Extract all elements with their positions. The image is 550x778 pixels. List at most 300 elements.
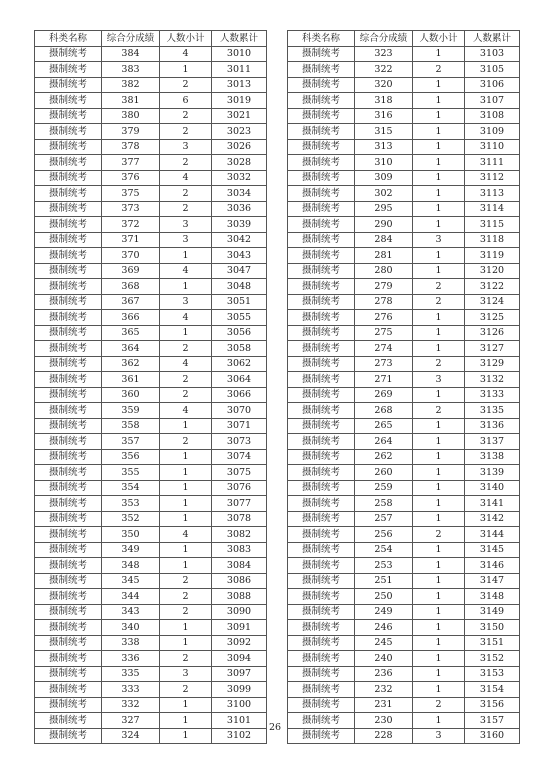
category-cell: 摄制统考 (288, 728, 355, 744)
header-count: 人数小计 (413, 31, 465, 47)
table-row (35, 480, 267, 496)
cumulative-cell: 3153 (465, 666, 520, 682)
cumulative-cell: 3135 (465, 403, 520, 419)
category-cell: 摄制统考 (35, 201, 102, 217)
category-cell: 摄制统考 (288, 697, 355, 713)
count-cell: 1 (413, 387, 465, 403)
table-row (288, 573, 520, 589)
count-cell: 3 (413, 728, 465, 744)
count-cell: 1 (160, 558, 212, 574)
score-cell: 333 (102, 682, 160, 698)
table-row (288, 604, 520, 620)
table-row (35, 294, 267, 310)
cumulative-cell: 3137 (465, 434, 520, 450)
score-cell: 264 (355, 434, 413, 450)
cumulative-cell: 3146 (465, 558, 520, 574)
category-cell: 摄制统考 (288, 108, 355, 124)
score-cell: 310 (355, 155, 413, 171)
cumulative-cell: 3058 (212, 341, 267, 357)
score-cell: 371 (102, 232, 160, 248)
count-cell: 3 (160, 139, 212, 155)
category-cell: 摄制统考 (288, 341, 355, 357)
cumulative-cell: 3066 (212, 387, 267, 403)
table-row (35, 186, 267, 202)
score-cell: 380 (102, 108, 160, 124)
count-cell: 1 (160, 635, 212, 651)
table-row (35, 573, 267, 589)
count-cell: 1 (413, 651, 465, 667)
table-row (288, 139, 520, 155)
score-cell: 260 (355, 465, 413, 481)
score-cell: 383 (102, 62, 160, 78)
cumulative-cell: 3099 (212, 682, 267, 698)
cumulative-cell: 3150 (465, 620, 520, 636)
count-cell: 2 (413, 356, 465, 372)
cumulative-cell: 3086 (212, 573, 267, 589)
cumulative-cell: 3097 (212, 666, 267, 682)
cumulative-cell: 3051 (212, 294, 267, 310)
table-row (35, 248, 267, 264)
table-row (35, 697, 267, 713)
count-cell: 1 (413, 542, 465, 558)
table-row (288, 217, 520, 233)
count-cell: 1 (160, 728, 212, 744)
score-cell: 254 (355, 542, 413, 558)
score-cell: 318 (355, 93, 413, 109)
score-cell: 274 (355, 341, 413, 357)
cumulative-cell: 3042 (212, 232, 267, 248)
score-cell: 354 (102, 480, 160, 496)
table-row (35, 108, 267, 124)
score-cell: 309 (355, 170, 413, 186)
cumulative-cell: 3156 (465, 697, 520, 713)
count-cell: 1 (160, 325, 212, 341)
count-cell: 2 (160, 108, 212, 124)
score-cell: 348 (102, 558, 160, 574)
table-row (35, 558, 267, 574)
category-cell: 摄制统考 (288, 124, 355, 140)
table-row (288, 263, 520, 279)
cumulative-cell: 3118 (465, 232, 520, 248)
table-row (35, 325, 267, 341)
category-cell: 摄制统考 (288, 93, 355, 109)
score-table-left (34, 30, 267, 744)
cumulative-cell: 3139 (465, 465, 520, 481)
header-score: 综合分成绩 (355, 31, 413, 47)
category-cell: 摄制统考 (35, 418, 102, 434)
count-cell: 4 (160, 403, 212, 419)
category-cell: 摄制统考 (288, 573, 355, 589)
table-row (35, 620, 267, 636)
score-cell: 240 (355, 651, 413, 667)
score-cell: 258 (355, 496, 413, 512)
category-cell: 摄制统考 (35, 62, 102, 78)
count-cell: 2 (413, 697, 465, 713)
count-cell: 1 (413, 620, 465, 636)
table-row (35, 139, 267, 155)
cumulative-cell: 3109 (465, 124, 520, 140)
category-cell: 摄制统考 (288, 387, 355, 403)
table-row (288, 511, 520, 527)
score-cell: 273 (355, 356, 413, 372)
category-cell: 摄制统考 (35, 186, 102, 202)
table-row (288, 124, 520, 140)
category-cell: 摄制统考 (288, 620, 355, 636)
score-cell: 251 (355, 573, 413, 589)
table-row (288, 697, 520, 713)
cumulative-cell: 3103 (465, 46, 520, 62)
table-row (35, 232, 267, 248)
cumulative-cell: 3028 (212, 155, 267, 171)
cumulative-cell: 3113 (465, 186, 520, 202)
table-row (288, 232, 520, 248)
score-table-right (287, 30, 520, 744)
header-cumulative: 人数累计 (212, 31, 267, 47)
table-row (288, 248, 520, 264)
cumulative-cell: 3071 (212, 418, 267, 434)
table-row (35, 62, 267, 78)
score-cell: 368 (102, 279, 160, 295)
count-cell: 2 (413, 62, 465, 78)
score-cell: 362 (102, 356, 160, 372)
count-cell: 1 (160, 279, 212, 295)
count-cell: 2 (160, 124, 212, 140)
cumulative-cell: 3039 (212, 217, 267, 233)
header-row (288, 31, 520, 47)
table-row (35, 589, 267, 605)
score-cell: 246 (355, 620, 413, 636)
table-row (288, 372, 520, 388)
category-cell: 摄制统考 (35, 449, 102, 465)
score-cell: 322 (355, 62, 413, 78)
count-cell: 3 (413, 372, 465, 388)
category-cell: 摄制统考 (35, 325, 102, 341)
category-cell: 摄制统考 (288, 46, 355, 62)
category-cell: 摄制统考 (288, 635, 355, 651)
cumulative-cell: 3107 (465, 93, 520, 109)
table-row (288, 682, 520, 698)
cumulative-cell: 3056 (212, 325, 267, 341)
table-row (288, 651, 520, 667)
table-row (35, 356, 267, 372)
count-cell: 3 (413, 232, 465, 248)
score-cell: 256 (355, 527, 413, 543)
table-body (35, 46, 267, 744)
cumulative-cell: 3151 (465, 635, 520, 651)
category-cell: 摄制统考 (288, 496, 355, 512)
cumulative-cell: 3111 (465, 155, 520, 171)
cumulative-cell: 3147 (465, 573, 520, 589)
score-cell: 327 (102, 713, 160, 729)
table-row (288, 496, 520, 512)
category-cell: 摄制统考 (288, 263, 355, 279)
table-row (288, 558, 520, 574)
category-cell: 摄制统考 (288, 372, 355, 388)
category-cell: 摄制统考 (35, 496, 102, 512)
cumulative-cell: 3105 (465, 62, 520, 78)
score-cell: 357 (102, 434, 160, 450)
category-cell: 摄制统考 (35, 263, 102, 279)
table-row (35, 651, 267, 667)
count-cell: 1 (413, 217, 465, 233)
score-cell: 373 (102, 201, 160, 217)
count-cell: 2 (160, 682, 212, 698)
category-cell: 摄制统考 (288, 186, 355, 202)
category-cell: 摄制统考 (35, 232, 102, 248)
category-cell: 摄制统考 (288, 248, 355, 264)
cumulative-cell: 3019 (212, 93, 267, 109)
category-cell: 摄制统考 (35, 589, 102, 605)
category-cell: 摄制统考 (35, 46, 102, 62)
category-cell: 摄制统考 (35, 248, 102, 264)
count-cell: 1 (160, 713, 212, 729)
cumulative-cell: 3013 (212, 77, 267, 93)
cumulative-cell: 3126 (465, 325, 520, 341)
cumulative-cell: 3120 (465, 263, 520, 279)
score-cell: 376 (102, 170, 160, 186)
category-cell: 摄制统考 (35, 697, 102, 713)
count-cell: 1 (413, 124, 465, 140)
table-row (288, 279, 520, 295)
count-cell: 1 (413, 186, 465, 202)
count-cell: 2 (160, 434, 212, 450)
cumulative-cell: 3124 (465, 294, 520, 310)
table-row (35, 387, 267, 403)
score-cell: 313 (355, 139, 413, 155)
count-cell: 2 (160, 651, 212, 667)
score-cell: 236 (355, 666, 413, 682)
score-cell: 230 (355, 713, 413, 729)
count-cell: 1 (413, 573, 465, 589)
score-cell: 276 (355, 310, 413, 326)
count-cell: 4 (160, 356, 212, 372)
score-cell: 279 (355, 279, 413, 295)
header-row (35, 31, 267, 47)
category-cell: 摄制统考 (35, 124, 102, 140)
category-cell: 摄制统考 (35, 310, 102, 326)
score-cell: 290 (355, 217, 413, 233)
category-cell: 摄制统考 (288, 449, 355, 465)
category-cell: 摄制统考 (35, 604, 102, 620)
count-cell: 1 (413, 170, 465, 186)
table-row (288, 108, 520, 124)
cumulative-cell: 3144 (465, 527, 520, 543)
score-cell: 375 (102, 186, 160, 202)
table-row (288, 325, 520, 341)
category-cell: 摄制统考 (35, 480, 102, 496)
score-cell: 372 (102, 217, 160, 233)
category-cell: 摄制统考 (288, 77, 355, 93)
score-cell: 366 (102, 310, 160, 326)
cumulative-cell: 3082 (212, 527, 267, 543)
count-cell: 1 (160, 62, 212, 78)
category-cell: 摄制统考 (35, 217, 102, 233)
category-cell: 摄制统考 (288, 465, 355, 481)
count-cell: 1 (413, 666, 465, 682)
category-cell: 摄制统考 (35, 434, 102, 450)
category-cell: 摄制统考 (288, 325, 355, 341)
category-cell: 摄制统考 (288, 279, 355, 295)
table-row (288, 542, 520, 558)
table-row (288, 356, 520, 372)
table-row (35, 635, 267, 651)
table-row (288, 77, 520, 93)
table-row (35, 279, 267, 295)
score-cell: 253 (355, 558, 413, 574)
cumulative-cell: 3070 (212, 403, 267, 419)
score-cell: 269 (355, 387, 413, 403)
score-cell: 369 (102, 263, 160, 279)
score-cell: 295 (355, 201, 413, 217)
count-cell: 1 (413, 589, 465, 605)
score-cell: 268 (355, 403, 413, 419)
score-cell: 265 (355, 418, 413, 434)
count-cell: 1 (413, 201, 465, 217)
table-row (288, 201, 520, 217)
table-row (35, 403, 267, 419)
score-cell: 249 (355, 604, 413, 620)
table-row (288, 434, 520, 450)
score-cell: 358 (102, 418, 160, 434)
table-row (288, 403, 520, 419)
category-cell: 摄制统考 (35, 713, 102, 729)
count-cell: 4 (160, 263, 212, 279)
count-cell: 2 (160, 77, 212, 93)
header-category: 科类名称 (35, 31, 102, 47)
page-number: 26 (268, 722, 282, 733)
category-cell: 摄制统考 (35, 170, 102, 186)
category-cell: 摄制统考 (288, 356, 355, 372)
cumulative-cell: 3055 (212, 310, 267, 326)
category-cell: 摄制统考 (35, 77, 102, 93)
score-cell: 302 (355, 186, 413, 202)
count-cell: 1 (413, 155, 465, 171)
score-cell: 336 (102, 651, 160, 667)
score-cell: 364 (102, 341, 160, 357)
count-cell: 1 (413, 248, 465, 264)
cumulative-cell: 3021 (212, 108, 267, 124)
header-category: 科类名称 (288, 31, 355, 47)
score-cell: 245 (355, 635, 413, 651)
count-cell: 2 (160, 589, 212, 605)
cumulative-cell: 3138 (465, 449, 520, 465)
cumulative-cell: 3026 (212, 139, 267, 155)
count-cell: 1 (160, 511, 212, 527)
category-cell: 摄制统考 (35, 341, 102, 357)
cumulative-cell: 3076 (212, 480, 267, 496)
table-row (35, 310, 267, 326)
count-cell: 1 (413, 480, 465, 496)
score-cell: 323 (355, 46, 413, 62)
table-row (288, 310, 520, 326)
table-row (288, 62, 520, 78)
cumulative-cell: 3140 (465, 480, 520, 496)
score-cell: 360 (102, 387, 160, 403)
category-cell: 摄制统考 (288, 201, 355, 217)
count-cell: 1 (160, 480, 212, 496)
table-row (35, 93, 267, 109)
category-cell: 摄制统考 (288, 217, 355, 233)
category-cell: 摄制统考 (288, 480, 355, 496)
header-count: 人数小计 (160, 31, 212, 47)
category-cell: 摄制统考 (288, 542, 355, 558)
cumulative-cell: 3092 (212, 635, 267, 651)
count-cell: 2 (413, 403, 465, 419)
score-cell: 257 (355, 511, 413, 527)
category-cell: 摄制统考 (288, 232, 355, 248)
category-cell: 摄制统考 (35, 93, 102, 109)
table-row (288, 666, 520, 682)
cumulative-cell: 3094 (212, 651, 267, 667)
cumulative-cell: 3142 (465, 511, 520, 527)
count-cell: 2 (413, 279, 465, 295)
score-cell: 382 (102, 77, 160, 93)
table-row (35, 527, 267, 543)
count-cell: 2 (413, 294, 465, 310)
category-cell: 摄制统考 (35, 573, 102, 589)
cumulative-cell: 3119 (465, 248, 520, 264)
score-cell: 259 (355, 480, 413, 496)
score-cell: 271 (355, 372, 413, 388)
category-cell: 摄制统考 (288, 155, 355, 171)
score-cell: 332 (102, 697, 160, 713)
score-cell: 316 (355, 108, 413, 124)
table-row (35, 217, 267, 233)
table-row (288, 620, 520, 636)
score-cell: 250 (355, 589, 413, 605)
table-row (35, 263, 267, 279)
table-row (288, 527, 520, 543)
count-cell: 1 (413, 77, 465, 93)
category-cell: 摄制统考 (288, 604, 355, 620)
score-cell: 381 (102, 93, 160, 109)
table-body (288, 46, 520, 744)
score-cell: 343 (102, 604, 160, 620)
category-cell: 摄制统考 (35, 635, 102, 651)
table-row (288, 449, 520, 465)
cumulative-cell: 3101 (212, 713, 267, 729)
category-cell: 摄制统考 (288, 434, 355, 450)
table-row (288, 186, 520, 202)
category-cell: 摄制统考 (288, 666, 355, 682)
category-cell: 摄制统考 (35, 279, 102, 295)
score-cell: 377 (102, 155, 160, 171)
category-cell: 摄制统考 (288, 62, 355, 78)
table-row (35, 511, 267, 527)
count-cell: 3 (160, 294, 212, 310)
cumulative-cell: 3125 (465, 310, 520, 326)
count-cell: 4 (160, 46, 212, 62)
count-cell: 1 (413, 93, 465, 109)
table-row (35, 372, 267, 388)
count-cell: 2 (160, 604, 212, 620)
count-cell: 2 (413, 527, 465, 543)
category-cell: 摄制统考 (288, 651, 355, 667)
cumulative-cell: 3100 (212, 697, 267, 713)
category-cell: 摄制统考 (288, 310, 355, 326)
cumulative-cell: 3106 (465, 77, 520, 93)
count-cell: 1 (160, 697, 212, 713)
score-cell: 320 (355, 77, 413, 93)
category-cell: 摄制统考 (288, 511, 355, 527)
score-cell: 379 (102, 124, 160, 140)
count-cell: 1 (413, 496, 465, 512)
count-cell: 1 (413, 46, 465, 62)
category-cell: 摄制统考 (35, 558, 102, 574)
score-cell: 355 (102, 465, 160, 481)
cumulative-cell: 3114 (465, 201, 520, 217)
count-cell: 1 (413, 418, 465, 434)
